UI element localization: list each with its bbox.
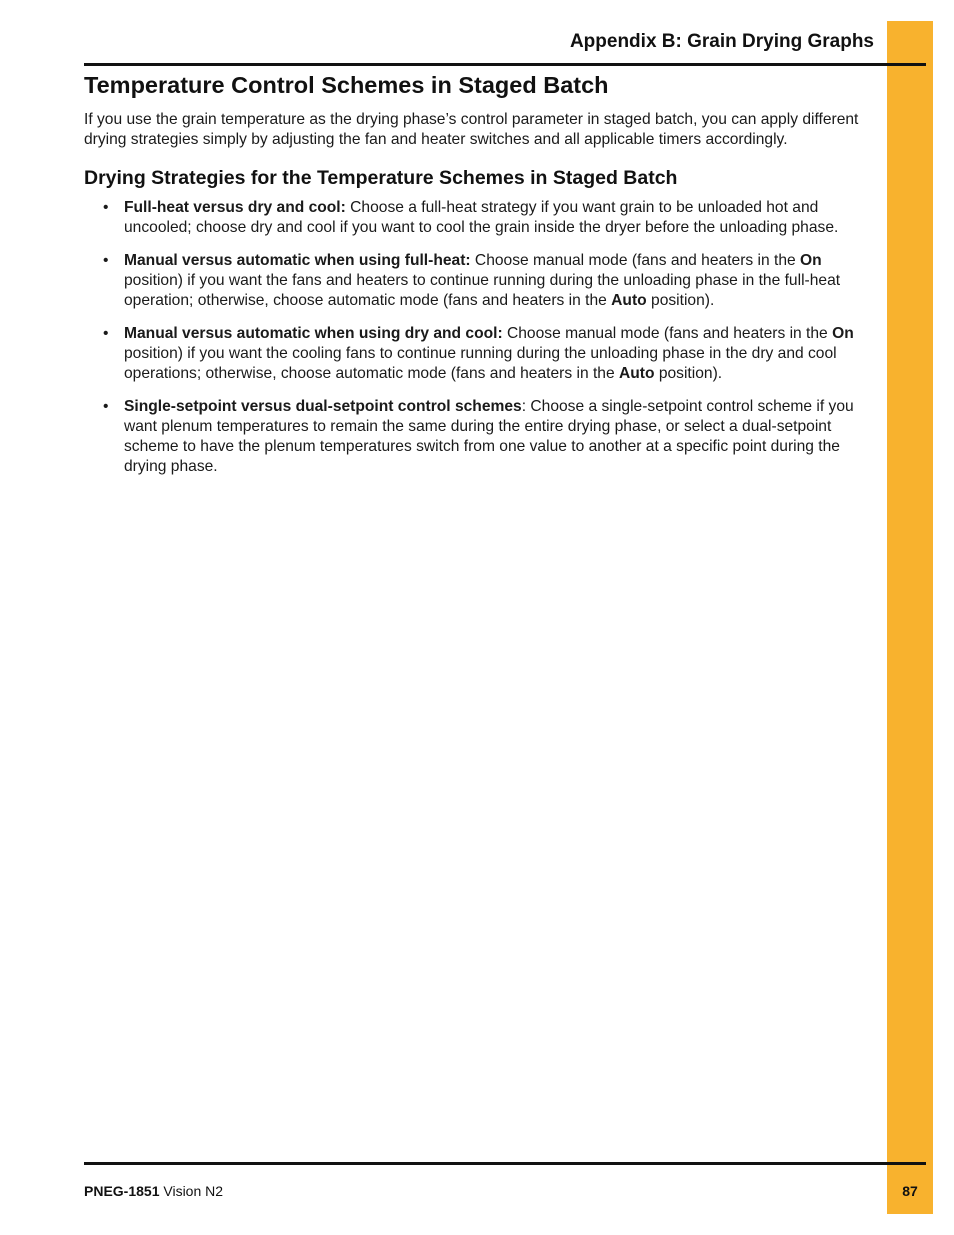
strategy-list xyxy=(84,198,876,477)
list-item xyxy=(84,251,876,311)
item-text: position). xyxy=(646,292,715,309)
item-keyword: On xyxy=(832,325,854,342)
item-lead: Manual versus automatic when using full-heat: xyxy=(124,252,471,269)
header-rule xyxy=(84,63,926,66)
item-lead: Full-heat versus dry and cool: xyxy=(124,199,346,216)
item-text: position) if you want the fans and heaters to continue running during the unloading phase in the full-heat operation; otherwise, choose automatic mode (fans and heaters in the xyxy=(124,272,841,309)
page-title: Temperature Control Schemes in Staged Batch xyxy=(84,72,609,98)
item-text: position) if you want the cooling fans to continue running during the unloading phase in the dry and cool operations; otherwise, choose automatic mode (fans and heaters in the xyxy=(124,345,837,382)
item-keyword: Auto xyxy=(611,292,647,309)
footer-doc-id xyxy=(84,1183,223,1199)
list-item xyxy=(84,324,876,384)
page-content xyxy=(84,70,876,490)
item-text: position). xyxy=(654,365,723,382)
item-lead: Manual versus automatic when using dry and cool: xyxy=(124,325,503,342)
bullet-icon: • xyxy=(103,199,109,216)
item-text: Choose manual mode (fans and heaters in the xyxy=(470,252,800,269)
item-text: Choose manual mode (fans and heaters in the xyxy=(502,325,833,342)
bullet-icon: • xyxy=(103,325,109,342)
footer-rule xyxy=(84,1162,926,1165)
bullet-icon: • xyxy=(103,398,109,415)
item-text: Choose a full-heat strategy if you want grain to be unloaded hot and uncooled; choose dry and cool if you want to cool the grain inside the dryer before the unloading phase. xyxy=(124,199,839,236)
doc-code: PNEG-1851 xyxy=(84,1183,160,1199)
subheading: Drying Strategies for the Temperature Schemes in Staged Batch xyxy=(84,167,678,189)
item-keyword: Auto xyxy=(618,365,655,382)
bullet-icon: • xyxy=(103,252,109,269)
list-item xyxy=(84,397,876,477)
side-tab xyxy=(887,21,933,1214)
section-header: Appendix B: Grain Drying Graphs xyxy=(569,31,874,52)
list-item xyxy=(84,198,876,238)
item-lead: Single-setpoint versus dual-setpoint control schemes xyxy=(124,398,522,415)
intro-paragraph: If you use the grain temperature as the drying phase’s control parameter in staged batch, you can apply different drying strategies simply by adjusting the fan and heater switches and all applicable timers accordingly. xyxy=(84,111,859,148)
item-keyword: On xyxy=(800,252,822,269)
page-number: 87 xyxy=(902,1183,918,1199)
doc-name: Vision N2 xyxy=(159,1183,224,1199)
item-text: : Choose a single-setpoint control scheme if you want plenum temperatures to remain the same during the entire drying phase, or select a dual-setpoint scheme to have the plenum temperatures switch from one value to another at a specific point during the drying phase. xyxy=(124,398,854,475)
